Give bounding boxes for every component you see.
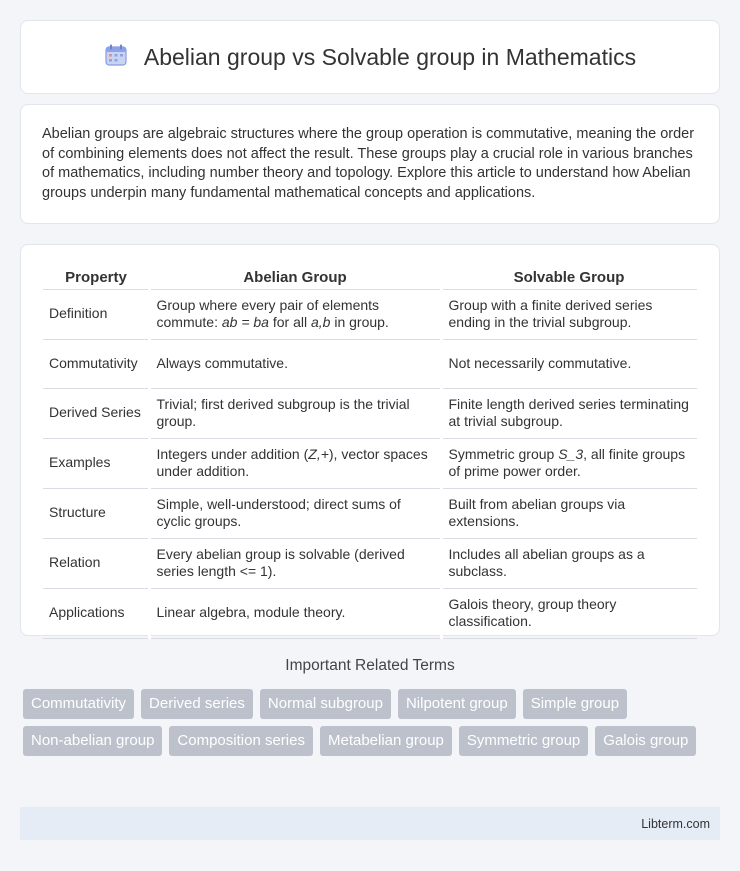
tag-derived-series[interactable]: Derived series [141,689,253,719]
solvable-cell: Group with a finite derived series ending in the trivial subgroup. [441,289,697,339]
solvable-cell: Not necessarily commutative. [441,339,697,388]
calendar-icon [104,43,128,72]
tag-galois-group[interactable]: Galois group [595,726,696,756]
comparison-table [43,265,697,639]
solvable-cell: Finite length derived series terminating at trivial subgroup. [441,388,697,438]
property-cell: Commutativity [43,339,149,388]
tag-normal-subgroup[interactable]: Normal subgroup [260,689,391,719]
header-property: Property [65,269,127,287]
solvable-cell: Includes all abelian groups as a subclass. [441,538,697,588]
tag-symmetric-group[interactable]: Symmetric group [459,726,588,756]
title-wrap [104,43,636,72]
intro-card [20,104,720,224]
property-cell: Derived Series [43,388,149,438]
property-cell: Applications [43,588,149,638]
abelian-cell: Simple, well-understood; direct sums of cyclic groups. [149,488,441,538]
solvable-cell: Built from abelian groups via extensions. [441,488,697,538]
intro-paragraph: Abelian groups are algebraic structures where the group operation is commutative, meaning the order of combining elements does not affect the result. These groups play a crucial role in various branches of mathematics, including number theory and topology. Explore this article to understand how Abelian groups underpin many fundamental mathematical concepts and applications. [42,126,695,201]
footer-site-link[interactable]: Libterm.com [641,816,710,831]
table-row [43,289,697,339]
abelian-cell: Integers under addition (Z,+), vector spaces under addition. [149,438,441,488]
table-row [43,438,697,488]
comparison-table-card [20,244,720,636]
table-row [43,588,697,638]
page-title: Abelian group vs Solvable group in Mathematics [143,43,637,70]
property-cell: Definition [43,289,149,339]
header-solvable: Solvable Group [513,269,625,287]
header-card [20,20,720,94]
related-terms-title: Important Related Terms [285,657,455,674]
related-terms-tags [23,689,723,756]
abelian-cell: Linear algebra, module theory. [149,588,441,638]
abelian-cell: Group where every pair of elements commute: ab = ba for all a,b in group. [149,289,441,339]
tag-commutativity[interactable]: Commutativity [23,689,134,719]
table-row [43,388,697,438]
abelian-cell: Trivial; first derived subgroup is the trivial group. [149,388,441,438]
solvable-cell: Symmetric group S_3, all finite groups of prime power order. [441,438,697,488]
tag-simple-group[interactable]: Simple group [523,689,627,719]
abelian-cell: Always commutative. [149,339,441,388]
header-abelian: Abelian Group [243,269,347,287]
table-row [43,488,697,538]
solvable-cell: Galois theory, group theory classification. [441,588,697,638]
table-row [43,538,697,588]
tag-metabelian-group[interactable]: Metabelian group [320,726,452,756]
tag-non-abelian-group[interactable]: Non-abelian group [23,726,162,756]
table-row [43,339,697,388]
property-cell: Structure [43,488,149,538]
abelian-cell: Every abelian group is solvable (derived series length <= 1). [149,538,441,588]
property-cell: Relation [43,538,149,588]
table-header-row [43,265,697,289]
footer [20,807,720,840]
tag-composition-series[interactable]: Composition series [169,726,313,756]
tag-nilpotent-group[interactable]: Nilpotent group [398,689,516,719]
property-cell: Examples [43,438,149,488]
